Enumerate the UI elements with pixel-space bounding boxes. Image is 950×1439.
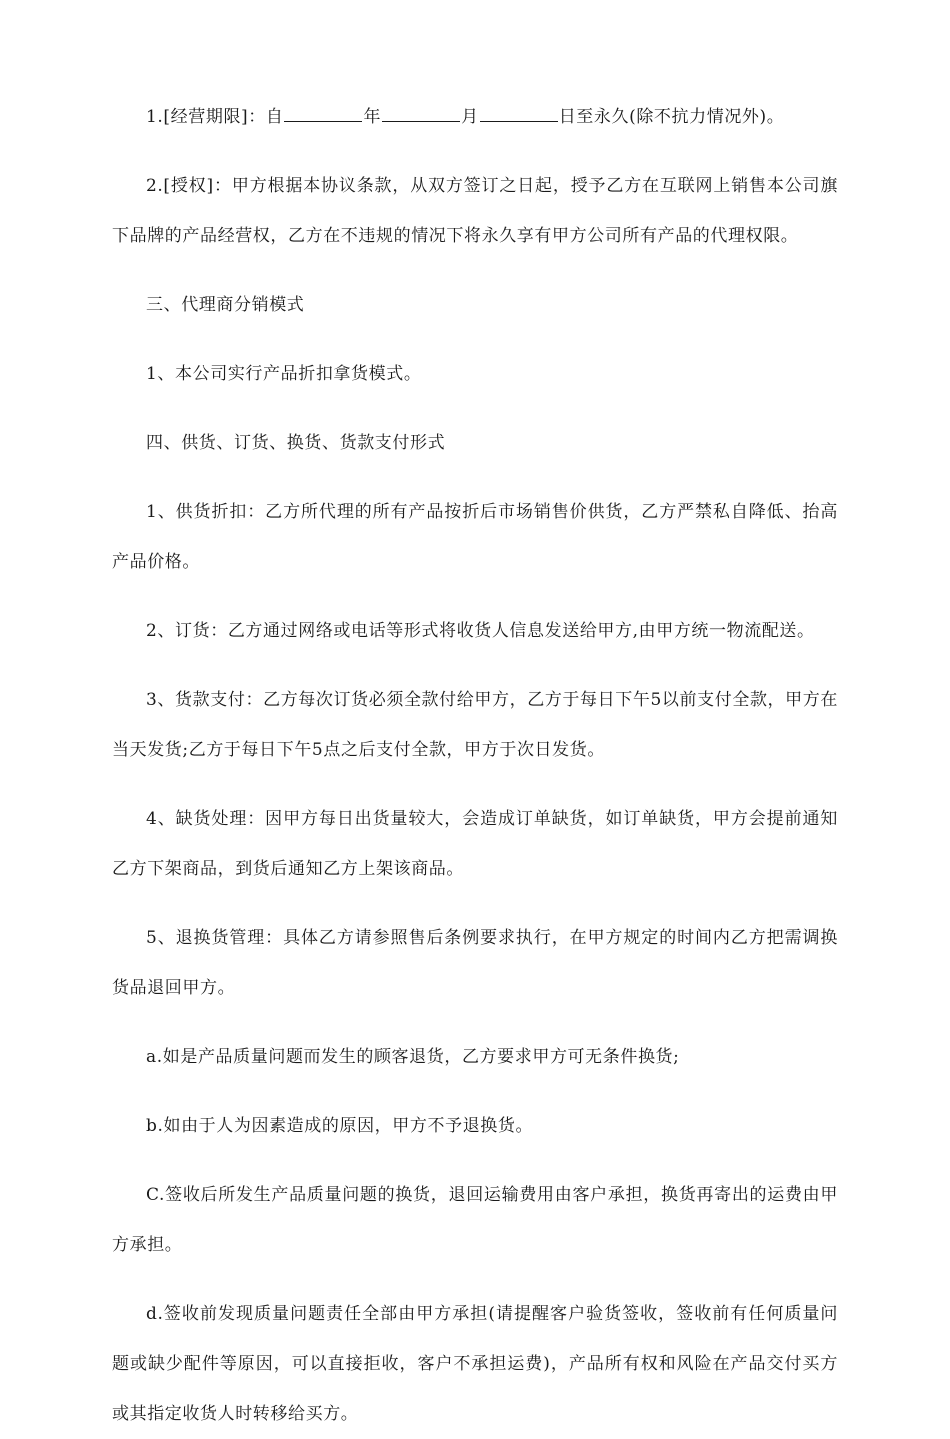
term-clause <box>112 92 838 142</box>
term-prefix: 1.[经营期限]：自 <box>146 107 284 127</box>
distribution-clause-1: 1、本公司实行产品折扣拿货模式。 <box>146 364 422 384</box>
returns-item-a: a.如是产品质量问题而发生的顾客退货，乙方要求甲方可无条件换货; <box>146 1047 680 1067</box>
section-heading-supply: 四、供货、订货、换货、货款支付形式 <box>146 433 446 453</box>
year-blank <box>284 107 362 122</box>
section-heading-distribution: 三、代理商分销模式 <box>146 295 305 315</box>
day-blank <box>480 107 558 122</box>
payment-clause: 3、货款支付：乙方每次订货必须全款付给甲方，乙方于每日下午5以前支付全款，甲方在当天发货;乙方于每日下午5点之后支付全款，甲方于次日发货。 <box>112 690 838 760</box>
returns-item-d: d.签收前发现质量问题责任全部由甲方承担(请提醒客户验货签收，签收前有任何质量问题或缺少配件等原因，可以直接拒收，客户不承担运费)，产品所有权和风险在产品交付买方或其指定收货人时转移给买方。 <box>112 1304 838 1424</box>
stockout-clause: 4、缺货处理：因甲方每日出货量较大，会造成订单缺货，如订单缺货，甲方会提前通知乙方下架商品，到货后通知乙方上架该商品。 <box>112 809 838 879</box>
supply-discount-clause: 1、供货折扣：乙方所代理的所有产品按折后市场销售价供货，乙方严禁私自降低、抬高产品价格。 <box>112 502 838 572</box>
month-label: 月 <box>461 107 479 127</box>
year-label: 年 <box>363 107 382 127</box>
returns-item-b: b.如由于人为因素造成的原因，甲方不予退换货。 <box>146 1116 534 1136</box>
returns-item-c: C.签收后所发生产品质量问题的换货，退回运输费用由客户承担，换货再寄出的运费由甲方承担。 <box>112 1185 838 1255</box>
ordering-clause: 2、订货：乙方通过网络或电话等形式将收货人信息发送给甲方,由甲方统一物流配送。 <box>146 621 815 641</box>
returns-clause: 5、退换货管理：具体乙方请参照售后条例要求执行，在甲方规定的时间内乙方把需调换货品退回甲方。 <box>112 928 838 998</box>
document-page <box>112 92 838 1439</box>
authorization-clause: 2.[授权]：甲方根据本协议条款，从双方签订之日起，授予乙方在互联网上销售本公司旗下品牌的产品经营权，乙方在不违规的情况下将永久享有甲方公司所有产品的代理权限。 <box>112 176 838 246</box>
term-suffix: 日至永久(除不抗力情况外)。 <box>558 107 785 127</box>
month-blank <box>382 107 460 122</box>
